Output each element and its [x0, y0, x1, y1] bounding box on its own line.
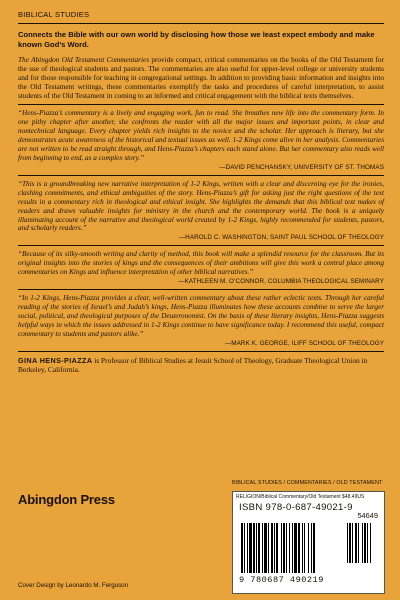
author-bio-text: is Professor of Biblical Studies at Jesuit School of Theology, Graduate Theological Union in Berkeley, California. [18, 355, 368, 374]
barcode-box [232, 491, 385, 594]
divider [18, 245, 384, 246]
endorsement-quote: “Because of its silky-smooth writing and clarity of method, this book will make a splendid resource for the classroom. But its original insights into the stories of kings and the consequences of their ambitions will give this work a central place among commentaries on Kings and influence interpretation of other biblical narratives.” [18, 250, 384, 277]
endorsement-quote: “Hens-Piazza’s commentary is a lively and engaging work, fun to read. She breathes new life into the commentary form. In one pithy chapter after another, she confronts the reader with all the major issues and important points, in clear and nontechnical language. Every chapter yields rich insights to the novice and the scholar. Her approach is literary, but she demonstrates acute awareness of the historical and textual issues as well. 1-2 Kings come alive in her analysis. Commentaries are not written to be read straight through, and Hens-Piazza’s chapters each stand alone. But her commentary also reads well from beginning to end, as a complex story.” [18, 109, 384, 162]
endorsement-attribution: —HAROLD C. WASHINGTON, SAINT PAUL SCHOOL OF THEOLOGY [178, 234, 384, 242]
author-bio [18, 356, 384, 374]
series-intro [18, 55, 384, 100]
endorsement-quote: “This is a groundbreaking new narrative interpretation of 1-2 Kings, written with a clear and discerning eye for the ironies, clashing commitments, and ethical ambiguities of the story. Hens-Piazza’s gift for asking just the right questions of the text results in a commentary rich in theological and ethical insight. She highlights the demands that this biblical text makes of readers and draws valuable insights for ministry in the church and the contemporary world. The book is a uniquely illuminating account of the narrative and theological world created by 1-2 Kings, highly recommended for students, pastors, and scholarly readers.” [18, 179, 384, 233]
category-label: BIBLICAL STUDIES [18, 10, 384, 24]
isbn-text: ISBN 978-0-687-49021-9 [239, 502, 353, 513]
author-name: GINA HENS-PIAZZA [18, 355, 93, 365]
cover-credit: Cover Design by Leonardo M. Ferguson [18, 582, 129, 589]
series-description: provide compact, critical commentaries on the books of the Old Testament for the use of theological students and pastors. The commentaries are also useful for upper-level college or university students and for those responsible for teaching in congregational settings. In addition to providing basic information and insights into the Old Testament writings, these commentaries exemplify the tasks and procedures of careful interpretation, to assist students of the Old Testament in coming to an informed and critical engagement with the biblical texts themselves. [18, 55, 385, 101]
endorsement-attribution: —KATHLEEN M. O’CONNOR, COLUMBIA THEOLOGICAL SEMINARY [178, 278, 384, 286]
endorsement-quote: “In 1-2 Kings, Hens-Piazza provides a clear, well-written commentary about these rather eclectic texts. Through her careful reading of the stories of Israel’s and Judah’s kings, Hens-Piazza illuminates how these accounts combine to serve the larger social, political, and theological purposes of the Deuteronomist. On the basis of these literary insights, Hens-Piazza suggests helpful ways in which the issues addressed in 1-2 Kings continue to have significance today. I recommend this useful, compact commentary to students and pastors alike.” [18, 294, 384, 338]
bisac-label: BIBLICAL STUDIES / COMMENTARIES / OLD TESTAMENT [232, 480, 383, 486]
divider [18, 289, 384, 290]
barcode-digits: 9 780687 490219 [239, 575, 324, 585]
divider [18, 104, 384, 105]
endorsement-attribution: —DAVID PENCHANSKY, UNIVERSITY OF ST. THOMAS [219, 163, 384, 171]
series-title: The Abingdon Old Testament Commentaries [18, 55, 150, 64]
divider [18, 351, 384, 352]
publisher-block [18, 492, 115, 507]
endorsement-attribution: —MARK K. GEORGE, ILIFF SCHOOL OF THEOLOGY [224, 339, 384, 347]
back-cover-text [18, 10, 384, 374]
price-addon-digits: 54649 [357, 511, 378, 520]
divider [18, 175, 384, 176]
publisher-logo: Abingdon Press [18, 492, 115, 507]
barcode-icon [239, 523, 378, 575]
tagline: Connects the Bible with our own world by disclosing how those we least expect embody and make known God’s Word. [18, 30, 375, 49]
barcode-category-line: RELIGION/Biblical Commentary/Old Testament $48.49US [236, 494, 365, 500]
